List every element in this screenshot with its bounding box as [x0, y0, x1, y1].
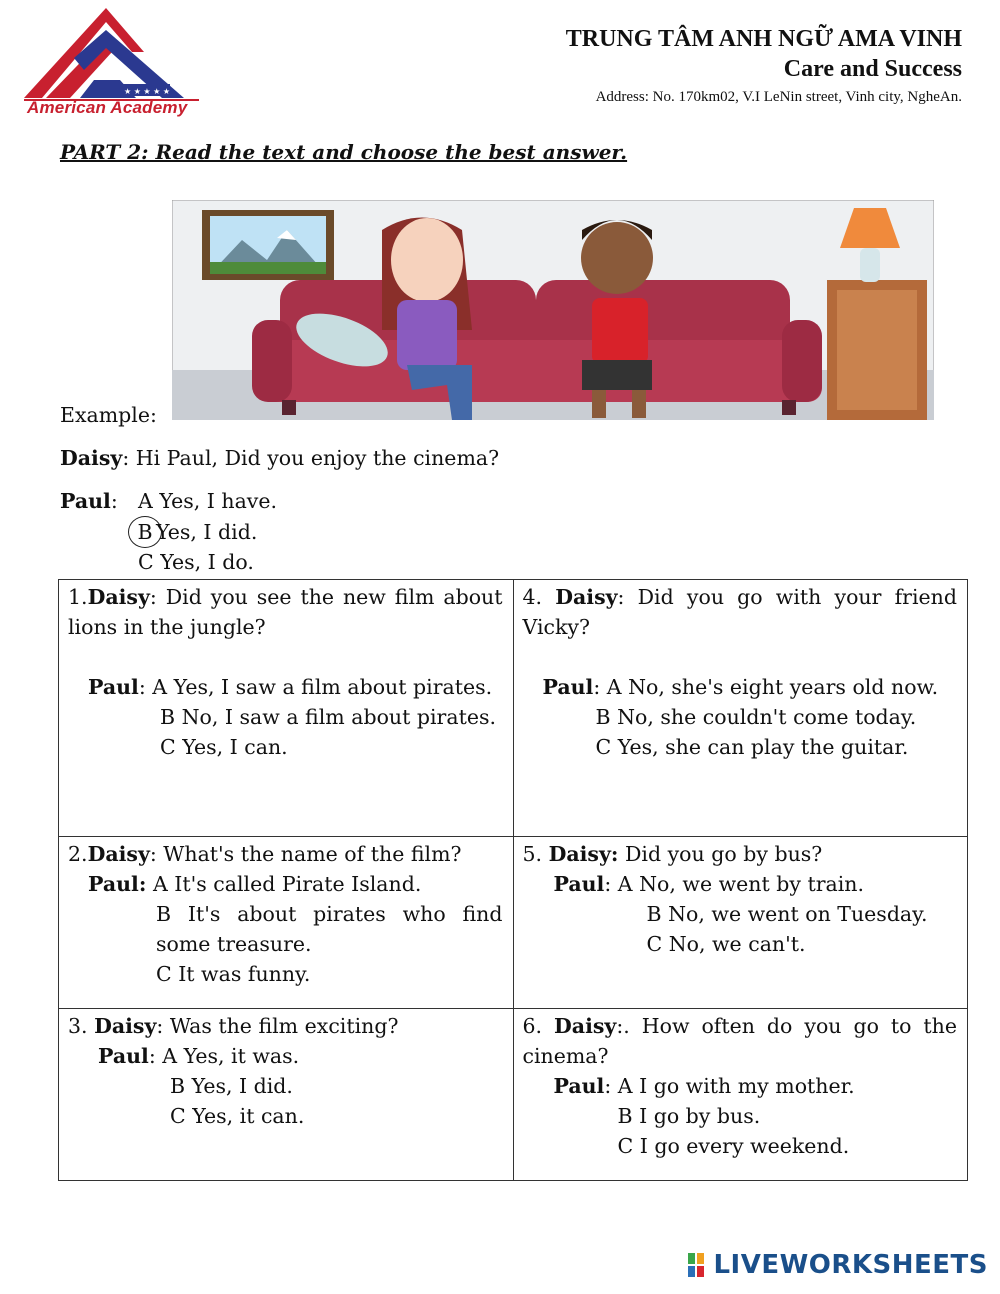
brand-text: LIVEWORKSHEETS — [713, 1250, 988, 1280]
liveworksheets-icon — [687, 1251, 711, 1279]
example-answer-label: Paul: — [60, 489, 118, 513]
question-5-option-a[interactable]: : A No, we went by train. — [604, 872, 864, 896]
question-6-option-a[interactable]: : A I go with my mother. — [604, 1074, 855, 1098]
example-option-b: B Yes, I did. — [138, 516, 257, 548]
question-6: 6. Daisy:. How often do you go to the cinema? Paul: A I go with my mother. B I go by bus. C I go every weekend. — [513, 1009, 968, 1181]
example-question-text: : Hi Paul, Did you enjoy the cinema? — [122, 446, 500, 470]
speaker-paul: Paul — [60, 489, 111, 513]
question-1-option-b[interactable]: B No, I saw a film about pirates. — [160, 705, 496, 729]
question-1-option-a[interactable]: : A Yes, I saw a film about pirates. — [138, 675, 493, 699]
example-label: Example: — [60, 403, 157, 427]
question-3-option-b[interactable]: B Yes, I did. — [170, 1074, 293, 1098]
question-4: 4. Daisy: Did you go with your friend Vicky? Paul: A No, she's eight years old now. B No, she couldn't come today. C Yes, she can play the guitar. — [513, 580, 968, 837]
question-1-option-c[interactable]: C Yes, I can. — [160, 735, 288, 759]
center-name: TRUNG TÂM ANH NGỮ AMA VINH — [565, 26, 962, 52]
question-5-option-b[interactable]: B No, we went on Tuesday. — [646, 902, 928, 926]
question-2-option-b[interactable]: B It's about pirates who find some treasure. — [156, 902, 503, 956]
slogan: Care and Success — [783, 56, 962, 82]
question-6-option-c[interactable]: C I go every weekend. — [617, 1134, 850, 1158]
question-2-option-a[interactable]: A It's called Pirate Island. — [146, 872, 422, 896]
address: Address: No. 170km02, V.I LeNin street, Vinh city, NgheAn. — [595, 89, 962, 105]
question-4-option-b[interactable]: B No, she couldn't come today. — [595, 705, 917, 729]
question-3-option-c[interactable]: C Yes, it can. — [170, 1104, 305, 1128]
logo-text: American Academy — [27, 98, 188, 117]
question-3: 3. Daisy: Was the film exciting? Paul: A Yes, it was. B Yes, I did. C Yes, it can. — [59, 1009, 514, 1181]
example-option-a: A Yes, I have. — [138, 489, 278, 513]
example-question — [60, 443, 499, 473]
part-title: PART 2: Read the text and choose the best answer. — [60, 140, 628, 164]
question-6-option-b[interactable]: B I go by bus. — [617, 1104, 761, 1128]
question-5: 5. Daisy: Did you go by bus? Paul: A No, we went by train. B No, we went on Tuesday. C No, we can't. — [513, 837, 968, 1009]
living-room-illustration — [172, 200, 934, 420]
question-5-option-c[interactable]: C No, we can't. — [646, 932, 806, 956]
speaker-daisy: Daisy — [60, 446, 123, 470]
example-option-c: C Yes, I do. — [138, 550, 254, 574]
question-4-option-a[interactable]: : A No, she's eight years old now. — [593, 675, 939, 699]
svg-text:★ ★ ★ ★ ★: ★ ★ ★ ★ ★ — [124, 87, 171, 96]
question-3-option-a[interactable]: : A Yes, it was. — [148, 1044, 300, 1068]
question-4-option-c[interactable]: C Yes, she can play the guitar. — [595, 735, 909, 759]
question-2: 2.Daisy: What's the name of the film? Paul: A It's called Pirate Island. B It's about pirates who find some treasure. C It was funny. — [59, 837, 514, 1009]
question-1: 1.Daisy: Did you see the new film about lions in the jungle? Paul: A Yes, I saw a film about pirates. B No, I saw a film about pirates. C Yes, I can. — [59, 580, 514, 837]
selected-answer-circle: B — [128, 516, 162, 548]
header-info — [566, 24, 962, 108]
questions-table — [58, 579, 968, 1181]
question-2-option-c[interactable]: C It was funny. — [156, 962, 311, 986]
liveworksheets-brand[interactable] — [687, 1250, 988, 1280]
